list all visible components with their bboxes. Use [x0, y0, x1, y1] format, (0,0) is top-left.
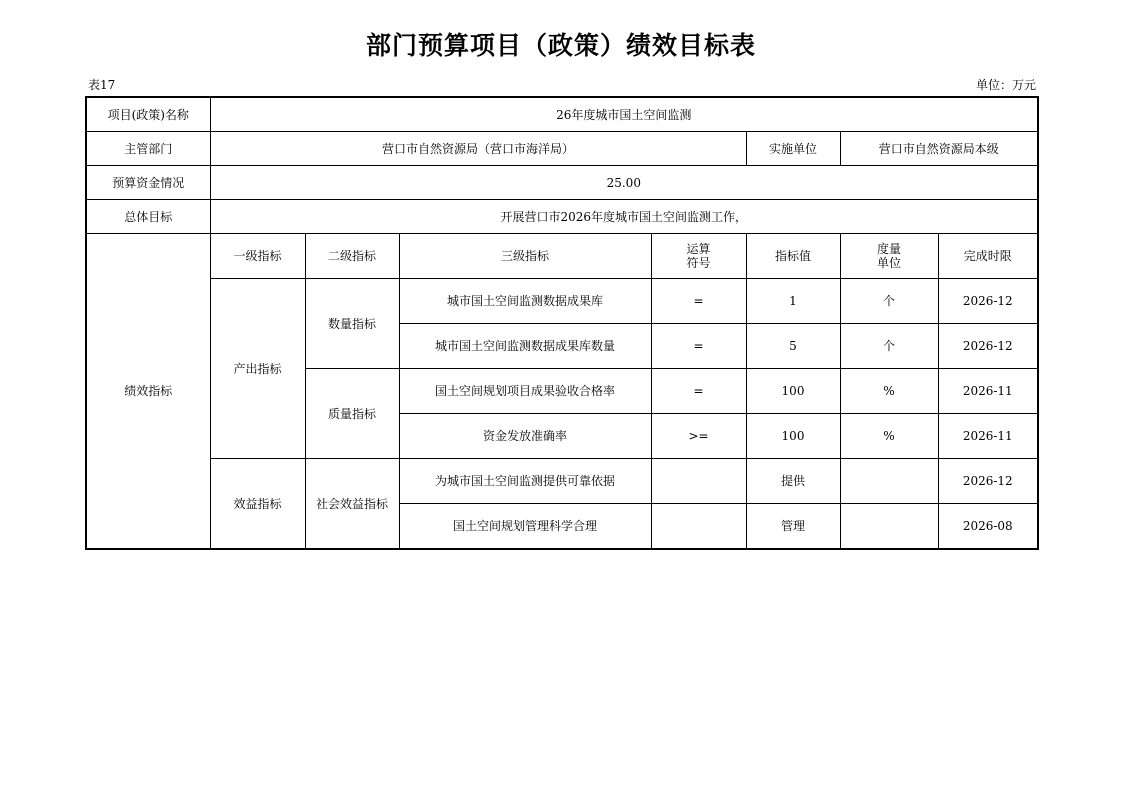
group-social: 社会效益指标	[305, 459, 399, 550]
goal-label: 总体目标	[86, 200, 210, 234]
header-level2: 二级指标	[305, 234, 399, 279]
group-quantity: 数量指标	[305, 279, 399, 369]
indicator-unit: %	[840, 414, 938, 459]
indicator-value: 提供	[746, 459, 840, 504]
indicator-name: 为城市国土空间监测提供可靠依据	[399, 459, 651, 504]
group-quality: 质量指标	[305, 369, 399, 459]
indicator-value: 1	[746, 279, 840, 324]
performance-target-table	[85, 96, 1039, 550]
impl-label: 实施单位	[746, 132, 840, 166]
header-operator-line1: 运算	[686, 242, 711, 256]
indicator-deadline: 2026-11	[938, 369, 1038, 414]
header-unit-line1: 度量	[876, 242, 901, 256]
header-unit	[840, 234, 938, 279]
indicator-value: 管理	[746, 504, 840, 550]
indicator-operator	[651, 459, 746, 504]
indicator-operator: >=	[651, 414, 746, 459]
indicator-deadline: 2026-11	[938, 414, 1038, 459]
group-benefit: 效益指标	[210, 459, 305, 550]
header-value: 指标值	[746, 234, 840, 279]
indicator-value: 100	[746, 369, 840, 414]
department-row	[86, 132, 1038, 166]
project-name-value: 26年度城市国土空间监测	[210, 97, 1038, 132]
indicator-deadline: 2026-12	[938, 279, 1038, 324]
header-operator-line2: 符号	[686, 256, 711, 270]
indicator-deadline: 2026-08	[938, 504, 1038, 550]
goal-value: 开展营口市2026年度城市国土空间监测工作，	[210, 200, 1038, 234]
table-number: 表17	[88, 78, 116, 92]
header-operator	[651, 234, 746, 279]
indicator-name: 城市国土空间监测数据成果库	[399, 279, 651, 324]
indicator-unit	[840, 504, 938, 550]
project-name-label: 项目(政策)名称	[86, 97, 210, 132]
indicator-unit: 个	[840, 324, 938, 369]
page-title: 部门预算项目（政策）绩效目标表	[365, 31, 756, 60]
indicator-header-row	[86, 234, 1038, 279]
header-level1: 一级指标	[210, 234, 305, 279]
group-output: 产出指标	[210, 279, 305, 459]
indicator-operator: =	[651, 369, 746, 414]
indicator-name: 资金发放准确率	[399, 414, 651, 459]
perf-label: 绩效指标	[86, 234, 210, 550]
indicator-unit: %	[840, 369, 938, 414]
header-unit-line2: 单位	[876, 256, 901, 270]
indicator-deadline: 2026-12	[938, 459, 1038, 504]
header-level3: 三级指标	[399, 234, 651, 279]
unit-label: 单位：万元	[975, 78, 1036, 92]
indicator-name: 城市国土空间监测数据成果库数量	[399, 324, 651, 369]
budget-value: 25.00	[210, 166, 1038, 200]
indicator-operator	[651, 504, 746, 550]
indicator-operator: =	[651, 324, 746, 369]
indicator-value: 5	[746, 324, 840, 369]
goal-row	[86, 200, 1038, 234]
indicator-deadline: 2026-12	[938, 324, 1038, 369]
indicator-unit	[840, 459, 938, 504]
indicator-name: 国土空间规划管理科学合理	[399, 504, 651, 550]
header-deadline: 完成时限	[938, 234, 1038, 279]
indicator-name: 国土空间规划项目成果验收合格率	[399, 369, 651, 414]
dept-label: 主管部门	[86, 132, 210, 166]
impl-value: 营口市自然资源局本级	[840, 132, 1038, 166]
budget-row	[86, 166, 1038, 200]
table-row	[86, 459, 1038, 504]
dept-value: 营口市自然资源局（营口市海洋局）	[210, 132, 746, 166]
indicator-operator: =	[651, 279, 746, 324]
table-row	[86, 279, 1038, 324]
indicator-value: 100	[746, 414, 840, 459]
budget-label: 预算资金情况	[86, 166, 210, 200]
indicator-unit: 个	[840, 279, 938, 324]
project-name-row	[86, 97, 1038, 132]
